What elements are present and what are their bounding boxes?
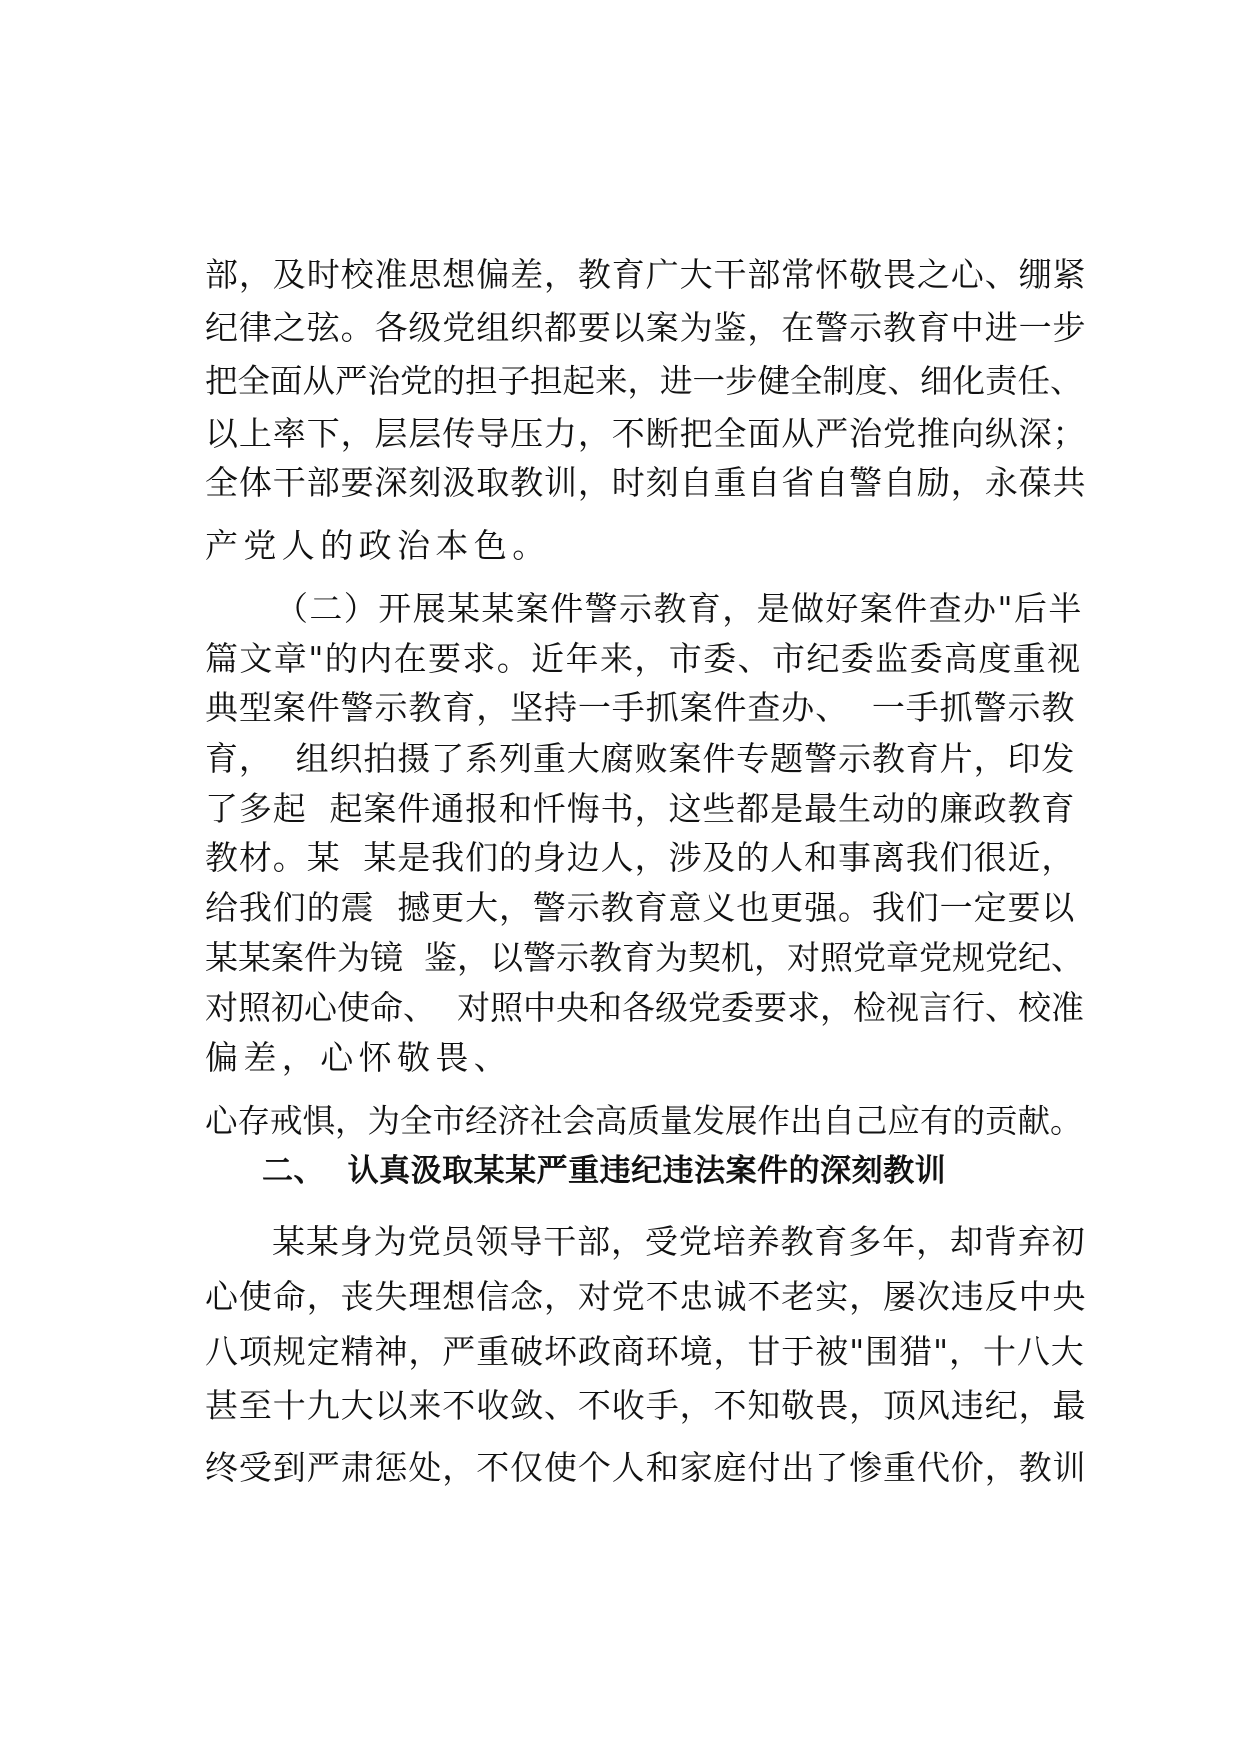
text-line: 给我们的震 撼更大，警示教育意义也更强。我们一定要以 bbox=[205, 888, 1076, 927]
text-line: 部，及时校准思想偏差，教育广大干部常怀敬畏之心、绷紧 bbox=[205, 255, 1087, 294]
text-line: 以上率下，层层传导压力，不断把全面从严治党推向纵深； bbox=[205, 414, 1087, 453]
text-line: 纪律之弦。各级党组织都要以案为鉴，在警示教育中进一步 bbox=[205, 308, 1087, 347]
section-heading: 二、 认真汲取某某严重违纪违法案件的深刻教训 bbox=[262, 1153, 947, 1189]
text-line: 产党人的政治本色。 bbox=[205, 526, 551, 565]
text-line: 偏差，心怀敬畏、 bbox=[205, 1038, 513, 1077]
text-line: 甚至十九大以来不收敛、不收手，不知敬畏，顶风违纪，最 bbox=[205, 1386, 1087, 1425]
paragraph-first-line: （二）开展某某案件警示教育，是做好案件查办"后半 bbox=[275, 589, 1083, 628]
text-line: 典型案件警示教育，坚持一手抓案件查办、 一手抓警示教 bbox=[205, 688, 1076, 727]
text-line: 某某案件为镜 鉴，以警示教育为契机，对照党章党规党纪、 bbox=[205, 938, 1084, 977]
text-line: 育， 组织拍摄了系列重大腐败案件专题警示教育片，印发 bbox=[205, 739, 1076, 778]
paragraph-first-line: 某某身为党员领导干部，受党培养教育多年，却背弃初 bbox=[272, 1222, 1086, 1261]
text-line: 心使命，丧失理想信念，对党不忠诚不老实，屡次违反中央 bbox=[205, 1277, 1087, 1316]
text-line: 把全面从严治党的担子担起来，进一步健全制度、细化责任、 bbox=[205, 362, 1083, 400]
text-line: 全体干部要深刻汲取教训，时刻自重自省自警自励，永葆共 bbox=[205, 463, 1087, 502]
text-line: 终受到严肃惩处，不仅使个人和家庭付出了惨重代价，教训 bbox=[205, 1448, 1087, 1487]
text-line: 对照初心使命、 对照中央和各级党委要求，检视言行、校准 bbox=[205, 988, 1084, 1027]
text-line: 篇文章"的内在要求。近年来，市委、市纪委监委高度重视 bbox=[205, 639, 1082, 678]
text-line: 心存戒惧，为全市经济社会高质量发展作出自己应有的贡献。 bbox=[205, 1102, 1083, 1140]
text-line: 八项规定精神，严重破坏政商环境，甘于被"围猎"，十八大 bbox=[205, 1332, 1085, 1371]
text-line: 了多起 起案件通报和忏悔书，这些都是最生动的廉政教育 bbox=[205, 789, 1076, 828]
text-line: 教材。某 某是我们的身边人，涉及的人和事离我们很近， bbox=[205, 838, 1076, 877]
